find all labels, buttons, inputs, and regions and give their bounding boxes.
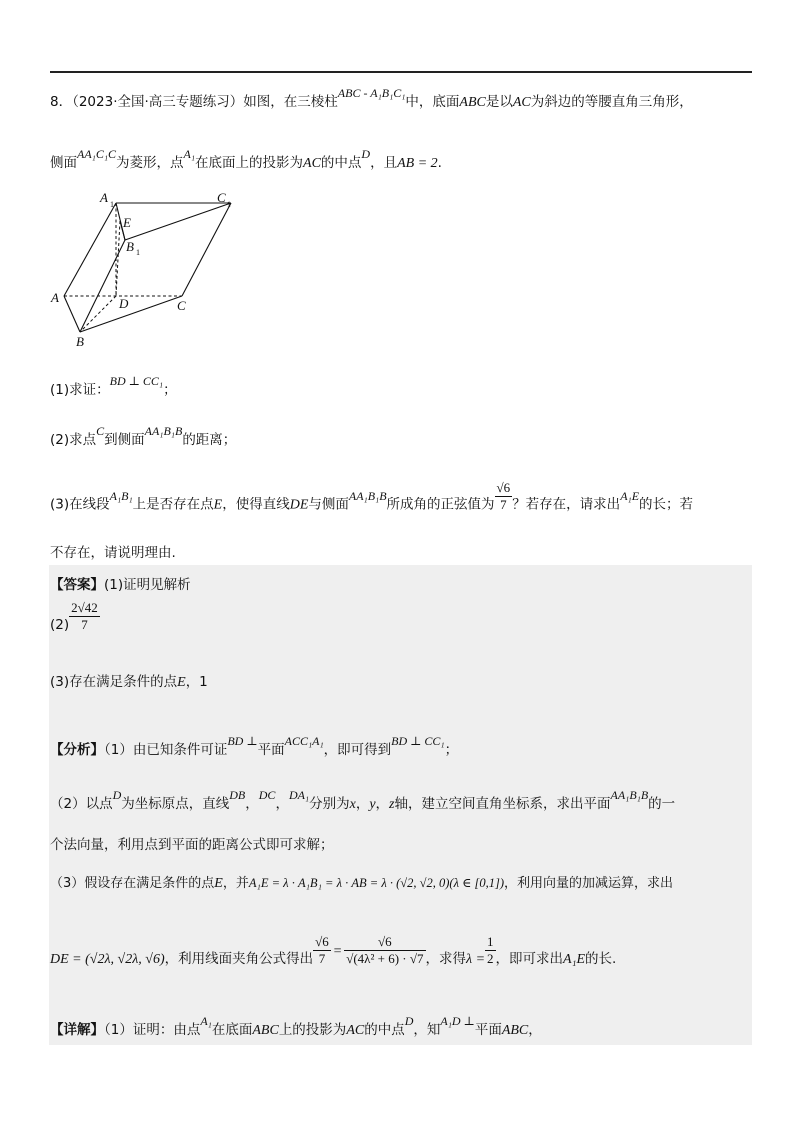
problem-text: . [437,155,442,171]
answer-line-2 [50,600,100,633]
analysis-text: ，利用向量的加减运算，求出 [504,876,674,891]
label-a1-sub: 1 [110,200,114,209]
question-2 [50,424,237,448]
detail-text: 在底面 [211,1022,253,1038]
problem-line-2 [50,147,442,172]
analysis-db: DB [229,788,246,802]
analysis-text: ，求得 [425,950,467,967]
segment-db-hidden [80,296,116,332]
label-c: C [177,298,186,313]
edge-cc1 [182,203,231,296]
answer-line-3 [50,670,208,691]
question-text: (2)求点 [50,432,97,448]
point-d: D [361,147,371,161]
frac-num: √6 [344,934,425,951]
frac-num: √6 [315,934,329,949]
label-b: B [76,334,84,349]
analysis-text: 平面 [257,742,285,758]
analysis-text: ， [355,796,370,812]
label-c1-sub: 1 [227,200,231,209]
analysis-result: BD ⊥ CC₁ [391,734,445,748]
detail-text: 平面 [474,1022,502,1038]
analysis-plane: ACC₁A₁ [284,734,324,748]
problem-line-1 [50,86,693,111]
problem-text: 侧面 [50,155,77,171]
question-text: ，使得直线 [222,496,290,513]
analysis-half [485,934,496,967]
axis-z: z [389,797,395,812]
label-c1: C [217,190,226,205]
analysis-tag: 【分析】 [50,742,104,758]
q3-fraction [495,480,513,513]
q1-expr: BD ⊥ CC₁ [109,374,164,388]
label-b1-sub: 1 [136,248,140,257]
detail-a1: A₁ [200,1014,212,1028]
detail-ac: AC [346,1023,365,1038]
analysis-line-2 [50,788,676,813]
question-text: ？若存在，请求出 [512,496,621,513]
analysis-text: ， [275,796,289,812]
analysis-text: ， [245,796,259,812]
question-1 [50,374,177,398]
answer-3-e: E [177,675,186,690]
equals-sign: = [332,943,343,959]
question-3-line-2: 不存在，请说明理由. [50,545,176,561]
analysis-vector-expr: A₁E = λ · A₁B₁ = λ · AB = λ · (√2, √2, 0)(λ ∈ [0,1]) [248,876,505,890]
question-text: 上是否存在点 [132,496,214,513]
detail-text: ， [528,1022,542,1038]
problem-number: 8． [50,94,73,110]
header-rule [50,71,752,73]
analysis-text: 的一 [648,796,676,812]
question-text: (3)在线段 [50,496,110,513]
analysis-text: （1）由已知条件可证 [104,742,228,758]
analysis-text: ，并 [222,876,249,891]
answer-2-fraction [69,600,100,633]
problem-text: 中，底面 [405,94,460,110]
detail-a1d: A₁D ⊥ [440,1014,475,1028]
frac-den: √(4λ² + 6) · √7 [346,951,424,966]
detail-abc: ABC [252,1023,279,1038]
analysis-line-4 [50,934,616,967]
answer-line-1 [50,573,191,593]
detail-line-1 [50,1014,542,1039]
problem-text: 是以 [485,94,513,110]
q2-face: AA₁B₁B [144,424,183,438]
axis-x: x [349,797,356,812]
answer-text: ，1 [185,674,208,690]
analysis-text: ，利用线面夹角公式得出 [164,950,314,967]
analysis-d: D [112,788,122,802]
answer-tag: 【答案】 [50,577,104,593]
analysis-text: ， [375,796,390,812]
lambda: λ = [466,951,486,967]
detail-text: 上的投影为 [278,1022,347,1038]
q3-seg: A₁B₁ [109,488,133,503]
problem-text: 如图，在三棱柱 [243,94,338,110]
analysis-e: E [214,876,223,891]
problem-text: 为斜边的等腰直角三角形， [530,94,693,110]
question-text: (1)求证： [50,382,110,398]
analysis-plane-2: AA₁B₁B [610,788,649,802]
analysis-frac-left [313,934,331,967]
segment-ed-hidden [116,221,120,296]
detail-text: 的中点 [364,1022,405,1038]
analysis-text: （3）假设存在满足条件的点 [50,876,215,891]
answer-text: (2) [50,616,70,633]
analysis-a1e: A₁E [563,951,586,967]
q2-point: C [96,424,105,438]
q3-e: E [213,497,223,513]
question-text: 所成角的正弦值为 [386,496,495,513]
problem-text: 的中点 [320,155,362,171]
frac-num: 2√42 [71,600,98,615]
frac-den: 7 [500,497,507,512]
analysis-frac-right [344,934,425,967]
problem-text: 在底面上的投影为 [195,155,304,171]
analysis-line-2b: 个法向量，利用点到平面的距离公式即可求解； [50,837,334,853]
analysis-text: （2）以点 [50,796,113,812]
answer-1: (1)证明见解析 [104,577,191,593]
analysis-da1: DA₁ [288,788,310,802]
base-name: ABC [459,95,486,110]
label-b1: B [126,239,134,254]
prism-figure [48,188,248,350]
frac-num: 1 [487,934,494,949]
problem-source: （2023·全国·高三专题练习） [72,94,244,110]
q3-de: DE [289,497,309,513]
point-a1: A₁ [183,147,196,161]
frac-den: 7 [81,617,88,632]
analysis-text: ，即可求出 [495,950,564,967]
q3-a1e: A₁E [620,488,640,503]
label-a: A [51,290,59,305]
ab-length: AB = 2 [397,156,438,171]
detail-text: （1）证明：由点 [104,1022,201,1038]
answer-text: (3)存在满足条件的点 [50,674,178,690]
analysis-de-vector: DE = (√2λ, √2λ, √6) [50,951,165,967]
face-name: AA₁C₁C [77,147,117,161]
label-e: E [123,215,131,230]
question-text: ； [163,382,177,398]
analysis-text: 分别为 [309,796,350,812]
analysis-text: ，即可得到 [323,742,392,758]
analysis-bd: BD ⊥ [227,734,258,748]
detail-abc-2: ABC [501,1023,529,1038]
prism-name: ABC - A₁B₁C₁ [337,86,406,100]
frac-num: √6 [496,480,511,495]
analysis-text: 为坐标原点，直线 [121,796,230,812]
analysis-text: 轴，建立空间直角坐标系，求出平面 [394,796,611,812]
segment-ac: AC [303,156,321,171]
question-3 [50,480,694,521]
edge-aa1 [64,203,116,296]
detail-tag: 【详解】 [50,1022,104,1038]
question-text: 的距离； [182,432,237,448]
analysis-line-3 [50,872,673,892]
problem-text: 为菱形，点 [116,155,184,171]
analysis-dc: DC [258,788,276,802]
analysis-text: 的长. [585,950,617,967]
frac-den: 7 [318,951,326,966]
detail-d: D [404,1014,414,1028]
axis-y: y [369,797,376,812]
analysis-line-1 [50,734,459,758]
label-d: D [119,296,129,311]
detail-text: ，知 [413,1022,441,1038]
question-text: 的长；若 [639,496,694,513]
q3-face: AA₁B₁B [348,488,387,503]
edge-ab [64,296,80,332]
analysis-text: ； [444,742,459,758]
hypotenuse: AC [512,95,531,110]
label-a1: A [100,190,108,205]
question-text: 与侧面 [308,496,349,513]
problem-text: ，且 [370,155,398,171]
frac-den: 2 [487,951,494,966]
question-text: 到侧面 [104,432,145,448]
edge-b1c1 [125,203,231,240]
